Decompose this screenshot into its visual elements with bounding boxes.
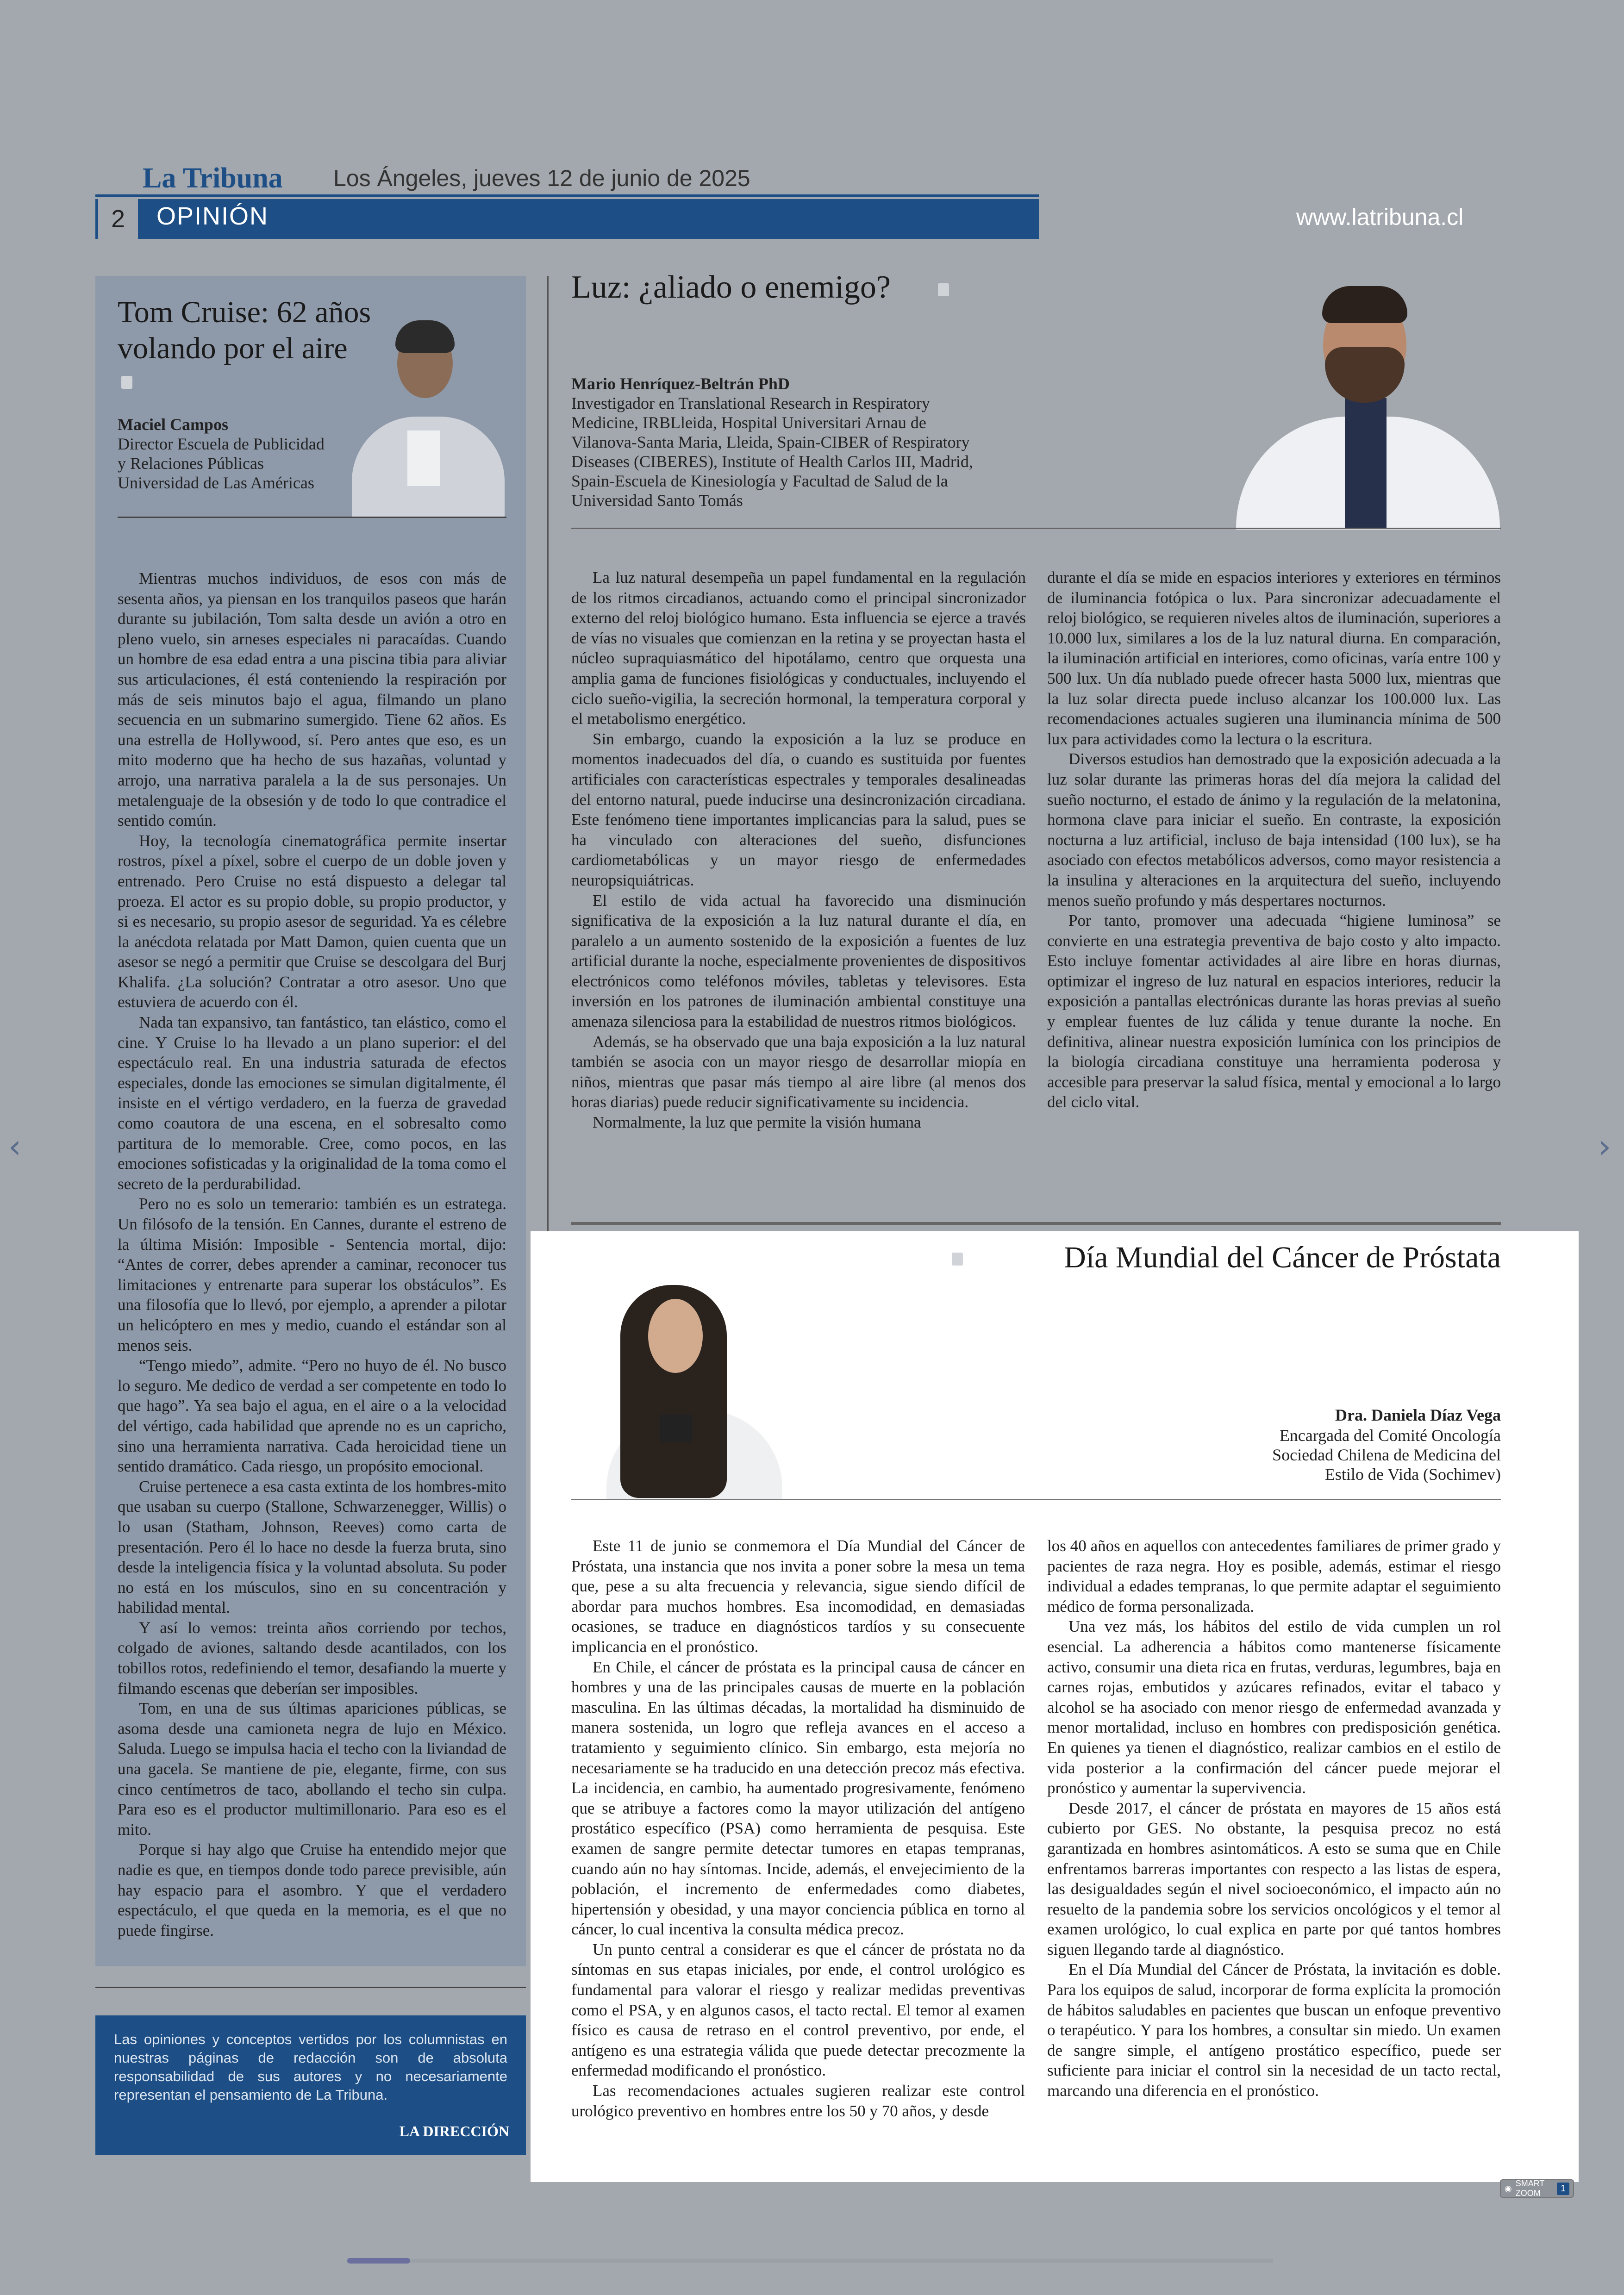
author-photo-mario bbox=[1227, 278, 1500, 530]
cancer-author-role-2: Sociedad Chilena de Medicina del bbox=[1272, 1446, 1501, 1464]
cancer-column-1 bbox=[571, 1536, 1025, 2121]
luz-article-title: Luz: ¿aliado o enemigo? bbox=[571, 269, 891, 305]
luz-author-role-1: Investigador en Translational Research in Respiratory bbox=[571, 394, 930, 412]
left-paragraph: Tom, en una de sus últimas apariciones públicas, se asoma desde una camioneta negra de lujo en México. Saluda. Luego se impulsa hacia el techo con la liviandad de una gacela. Se mantiene de pie, elegante, firme, con sus cinco centímetros de taco, abollando el techo sin culpa. Para eso es el productor multimillonario. Para eso es el mito. bbox=[118, 1699, 506, 1839]
left-byline-rule bbox=[118, 517, 506, 518]
author-photo-maciel bbox=[338, 296, 505, 518]
cancer-paragraph: Una vez más, los hábitos del estilo de vida cumplen un rol esencial. La adherencia a hábitos como mantenerse físicamente activo, consumir una dieta rica en frutas, verduras, legumbres, baja en carnes rojas, embutidos y azúcares refinados, evitar el tabaco y alcohol se ha asociado con menor riesgo de enfermedad avanzada y menor mortalidad, incluso en hombres con predisposición genética. En quienes ya tienen el diagnóstico, realizar cambios en el estilo de vida posterior a la confirmación del cáncer puede mejorar el pronóstico y aumentar la supervivencia. bbox=[1047, 1617, 1501, 1797]
page-scrollbar[interactable] bbox=[347, 2259, 1273, 2263]
cancer-author-role-3: Estilo de Vida (Sochimev) bbox=[1324, 1465, 1501, 1484]
luz-author-role-5: Spain-Escuela de Kinesiología y Facultad de Salud de la bbox=[571, 472, 948, 490]
header-rule bbox=[95, 194, 1039, 197]
luz-paragraph: Además, se ha observado que una baja exposición a la luz natural también se asocia con un mayor riesgo de desarrollar miopía en niños, mientras que pasar más tiempo al aire libre (al menos dos horas diarias) puede reducir significativamente su incidencia. bbox=[571, 1032, 1026, 1111]
left-paragraph: Cruise pertenece a esa casta extinta de los hombres-mito que usaban su cuerpo (Stallone, Schwarzenegger, Willis) o lo usan (Statham, Johnson, Reeves) como carta de presentación. Pero él lo hace no desde la fuerza bruta, sino desde la inteligencia física y la voluntad absoluta. Su poder no está en los músculos, sino en su concentración y habilidad mental. bbox=[118, 1477, 506, 1617]
left-author-name: Maciel Campos bbox=[118, 415, 228, 434]
scrollbar-thumb[interactable] bbox=[347, 2258, 410, 2264]
author-photo-daniela bbox=[579, 1257, 792, 1500]
left-article-title: Tom Cruise: 62 años volando por el aire bbox=[118, 295, 371, 365]
luz-paragraph: Sin embargo, cuando la exposición a la luz se produce en momentos inadecuados del día, o cuando es sustituida por fuentes artificiales con características espectrales y temporales desalineadas del entorno natural, puede inducirse una desincronización circadiana. Este fenómeno tiene importantes implicancias para la salud, pues se ha vinculado con alteraciones del sueño, disfunciones cardiometabólicas y un mayor riesgo de enfermedades neuropsiquiátricas. bbox=[571, 730, 1026, 889]
previous-page-icon[interactable]: ‹ bbox=[8, 1128, 21, 1166]
cancer-column-2 bbox=[1047, 1536, 1501, 2101]
section-title: OPINIÓN bbox=[156, 202, 269, 230]
disclaimer-box bbox=[95, 2015, 526, 2155]
luz-author-role-4: Diseases (CIBERES), Institute of Health Carlos III, Madrid, bbox=[571, 452, 973, 471]
left-article-body bbox=[118, 568, 506, 1940]
cancer-paragraph: Desde 2017, el cáncer de próstata en mayores de 15 años está cubierto por GES. No obstante, la pesquisa precoz no está garantizada en hombres asintomáticos. A esto se suma que en Chile enfrentamos barreras importantes con respecto a las listas de espera, las desigualdades según el nivel socioeconómico, el impacto aún no resuelto de la pandemia sobre los servicios oncológicos y el temor al examen urológico, lo cual explica en parte por qué tantos hombres siguen llegando tarde al diagnóstico. bbox=[1047, 1799, 1501, 1958]
left-paragraph: Pero no es solo un temerario: también es un estratega. Un filósofo de la tensión. En Cannes, durante el estreno de la última Misión: Imposible - Sentencia mortal, dijo: “Antes de correr, debes aprender a caminar, reconocer tus limitaciones y entrenarte para superar los obstáculos”. Es una filosofía que lo llevó, por ejemplo, a aprender a pilotar un helicóptero en mes y medio, cuando el estándar son al menos seis. bbox=[118, 1195, 506, 1354]
cancer-paragraph: En el Día Mundial del Cáncer de Próstata, la invitación es doble. Para los equipos de salud, incorporar de forma explícita la promoción de hábitos saludables en pacientes que buscan un enfoque preventivo o terapéutico. Y para los hombres, a consultar sin miedo. Un examen de sangre simple, el antígeno prostático específico, puede ser suficiente para iniciar el control sin la necesidad de un tacto rectal, marcando una diferencia en el pronóstico. bbox=[1047, 1960, 1501, 2100]
cancer-paragraph: Las recomendaciones actuales sugieren realizar este control urológico preventivo en hombres entre los 50 y 70 años, y desde bbox=[571, 2082, 1025, 2120]
dateline: Los Ángeles, jueves 12 de junio de 2025 bbox=[333, 165, 750, 191]
luz-paragraph: Normalmente, la luz que permite la visión humana bbox=[593, 1113, 921, 1132]
eye-icon: ◉ bbox=[1505, 2183, 1512, 2193]
cancer-paragraph: En Chile, el cáncer de próstata es la principal causa de cáncer en hombres y una de las principales causas de muerte en la población masculina. En las últimas décadas, la mortalidad ha disminuido de manera sostenida, un logro que refleja avances en el acceso a tratamiento y seguimiento clínico. Sin embargo, esta mejoría no necesariamente se ha traducido en una detección precoz más efectiva. La incidencia, en cambio, ha aumentado progresivamente, fenómeno que se atribuye a factores como la mayor utilización del antígeno prostático específico (PSA) como herramienta de pesquisa. Este examen de sangre permite detectar tumores en etapas tempranas, cuando aún no hay síntomas. Incide, además, el envejecimiento de la población, el incremento de enfermedades como diabetes, hipertensión y obesidad, y una mayor conciencia pública en torno al cáncer, lo cual incentiva la consulta médica precoz. bbox=[571, 1658, 1025, 1939]
luz-paragraph: Por tanto, promover una adecuada “higiene luminosa” se convierte en una estrategia preventiva de bajo costo y alto impacto. Esto incluye fomentar actividades al aire libre en horas diurnas, optimizar el ingreso de luz natural en espacios interiores, reducir la exposición a pantallas electrónicas durante las horas previas al sueño y emplear fuentes de luz cálida y tenue durante la noche. En definitiva, alinear nuestra exposición lumínica con los principios de la biología circadiana constituye una herramienta poderosa y accesible para preservar la salud física, mental y emocional a lo largo del ciclo vital. bbox=[1047, 911, 1501, 1111]
left-bottom-rule bbox=[95, 1987, 526, 1988]
left-paragraph: Porque si hay algo que Cruise ha entendido mejor que nadie es que, en tiempos donde todo parece previsible, aún hay espacio para el asombro. Y que el verdadero espectáculo, el que queda en la memoria, es el que no puede fingirse. bbox=[118, 1840, 506, 1940]
left-author-role-3: Universidad de Las Américas bbox=[118, 474, 314, 492]
cancer-paragraph: Este 11 de junio se conmemora el Día Mundial del Cáncer de Próstata, una instancia que nos invita a poner sobre la mesa un tema que, pese a su alta frecuencia y relevancia, sigue siendo difícil de abordar para muchos hombres. Esa incomodidad, en demasiadas ocasiones, se traduce en diagnósticos tardíos y su consecuente implicancia en el pronóstico. bbox=[571, 1537, 1025, 1656]
left-author-role-2: y Relaciones Públicas bbox=[118, 454, 264, 473]
smart-zoom-button[interactable] bbox=[1500, 2179, 1574, 2198]
luz-author-role-2: Medicine, IRBLleida, Hospital Universitari Arnau de bbox=[571, 413, 926, 432]
luz-paragraph: Diversos estudios han demostrado que la exposición adecuada a la luz solar durante las primeras horas del día mejora la calidad del sueño nocturno, el estado de ánimo y la regulación de la melatonina, hormona clave para iniciar el sueño. En contraste, la exposición nocturna a luz artificial, incluso de baja intensidad (100 lux), se ha asociado con efectos metabólicos adversos, como mayor resistencia a la insulina y alteraciones en la arquitectura del sueño, incluyendo menos sueño profundo y más despertares nocturnos. bbox=[1047, 750, 1501, 910]
left-paragraph: “Tengo miedo”, admite. “Pero no huyo de él. No busco lo seguro. Me dedico de verdad a ser competente en todo lo que hago”. Ya sea bajo el agua, en el aire o a la velocidad del vértigo, cada habilidad que aprende no es un capricho, sino una herramienta narrativa. Cada heroicidad tiene un sentido dramático. Cada riesgo, un propósito emocional. bbox=[118, 1356, 506, 1476]
smart-zoom-label: SMART ZOOM bbox=[1515, 2179, 1545, 2198]
next-page-icon[interactable]: › bbox=[1598, 1128, 1611, 1166]
left-paragraph: Hoy, la tecnología cinematográfica permite insertar rostros, píxel a píxel, sobre el cuerpo de un doble joven y entrenado. Pero Cruise no está dispuesto a delegar tal proeza. El actor es su propio doble, su propio productor, y si es necesario, su propio asesor de seguridad. Ya es célebre la anécdota relatada por Matt Damon, quien cuenta que un asesor se negó a permitir que Cruise se descolgara del Burj Khalifa. ¿La solución? Contratar a otro asesor. Uno que estuviera de acuerdo con él. bbox=[118, 831, 506, 1011]
luz-author-name: Mario Henríquez-Beltrán PhD bbox=[571, 374, 790, 393]
luz-paragraph: durante el día se mide en espacios interiores y exteriores en términos de iluminancia fotópica o lux. Para sincronizar adecuadamente el reloj biológico, se requieren niveles altos de iluminación, superiores a 10.000 lux, similares a los de la luz natural diurna. En comparación, la iluminación artificial en interiores, como oficinas, varía entre 100 y 500 lux. Un día nublado puede ofrecer hasta 5000 lux, mientras que la luz solar directa puede incluso alcanzar los 100.000 lux. Las recomendaciones actuales sugieren una iluminancia mínima de 500 lux para actividades como la lectura o la escritura. bbox=[1047, 568, 1501, 748]
luz-column-2 bbox=[1047, 568, 1501, 1112]
luz-bottom-rule bbox=[571, 1222, 1501, 1225]
left-paragraph: Mientras muchos individuos, de esos con más de sesenta años, ya piensan en los tranquilos paseos que harán durante su jubilación, Tom salta desde un avión a otro en pleno vuelo, sin arneses especiales ni paracaídas. Cuando un hombre de esa edad entra a una piscina tibia para aliviar sus articulaciones, él está conteniendo la respiración por más de seis minutos bajo el agua, filmando un plano secuencia en un submarino sumergido. Tiene 62 años. Es una estrella de Hollywood, sí. Pero antes que eso, es un mito moderno que ha hecho de sus hazañas, voluntad y arrojo, una narrativa paralela a la de sus personajes. Un metalenguaje de la obsesión y de todo lo que contradice el sentido común. bbox=[118, 569, 506, 830]
cancer-article-title: Día Mundial del Cáncer de Próstata bbox=[1064, 1241, 1501, 1274]
cancer-author-role-1: Encargada del Comité Oncología bbox=[1279, 1426, 1501, 1445]
left-paragraph: Nada tan expansivo, tan fantástico, tan elástico, como el cine. Y Cruise lo ha llevado a un plano superior: el del espectáculo real. En una industria saturada de efectos especiales, donde las emociones se simulan digitalmente, él insiste en el vértigo verdadero, en la fuerza de gravedad como coautora de una escena, en el sobresalto como partitura de lo memorable. Cree, como pocos, en las emociones sofisticadas y la originalidad de la toma como el secreto de la perdurabilidad. bbox=[118, 1013, 506, 1193]
note-icon[interactable] bbox=[121, 376, 132, 389]
left-paragraph: Y así lo vemos: treinta años corriendo por techos, colgado de aviones, saltando desde acantilados, con los tobillos rotos, redefiniendo el temor, desafiando la muerte y filmando escenas que deberían ser imposibles. bbox=[118, 1618, 506, 1697]
luz-byline-rule bbox=[571, 528, 1501, 529]
cancer-paragraph: los 40 años en aquellos con antecedentes familiares de primer grado y pacientes de raza negra. Hoy es posible, además, estimar el riesgo individual a edades tempranas, lo que permite adaptar el seguimiento médico de forma personalizada. bbox=[1047, 1537, 1501, 1615]
note-icon[interactable] bbox=[952, 1253, 963, 1266]
note-icon[interactable] bbox=[938, 283, 949, 296]
cancer-author-name: Dra. Daniela Díaz Vega bbox=[1335, 1406, 1501, 1424]
masthead: La Tribuna bbox=[143, 162, 283, 194]
luz-author-role-3: Vilanova-Santa Maria, Lleida, Spain-CIBER of Respiratory bbox=[571, 433, 970, 451]
website-link[interactable]: www.latribuna.cl bbox=[1296, 204, 1464, 230]
disclaimer-signature: LA DIRECCIÓN bbox=[399, 2123, 509, 2139]
luz-paragraph: El estilo de vida actual ha favorecido una disminución significativa de la exposición a la luz natural durante el día, en paralelo a un aumento sostenido de la exposición a fuentes de luz artificial durante la noche, especialmente provenientes de dispositivos electrónicos como teléfonos móviles, tabletas y televisores. Esta inversión en los patrones de iluminación ambiental constituye una amenaza silenciosa para la estabilidad de nuestros ritmos biológicos. bbox=[571, 891, 1026, 1031]
page-number: 2 bbox=[95, 199, 138, 239]
left-author-role-1: Director Escuela de Publicidad bbox=[118, 435, 325, 453]
luz-paragraph: La luz natural desempeña un papel fundamental en la regulación de los ritmos circadianos, actuando como el principal sincronizador externo del reloj biológico humano. Esta influencia se ejerce a través de vías no visuales que comienzan en la retina y se proyectan hasta el núcleo supraquiasmático del hipotálamo, centro que orquesta una amplia gama de funciones fisiológicas y conductuales, incluyendo el ciclo sueño-vigilia, la secreción hormonal, la temperatura corporal y el metabolismo energético. bbox=[571, 568, 1026, 728]
luz-author-role-6: Universidad Santo Tomás bbox=[571, 491, 743, 510]
zoom-page-badge: 1 bbox=[1557, 2183, 1569, 2195]
cancer-paragraph: Un punto central a considerar es que el cáncer de próstata no da síntomas en sus etapas iniciales, por ende, el control urológico es fundamental para valorar el riesgo y realizar medidas preventivas como el PSA, y en algunos casos, el tacto rectal. El temor al examen físico es causa de retraso en el control preventivo, por ende, el antígeno es una estrategia válida que puede detectar precozmente la enfermedad modificando el pronóstico. bbox=[571, 1940, 1025, 2080]
disclaimer-text: Las opiniones y conceptos vertidos por los columnistas en nuestras páginas de redacción son de absoluta responsabilidad de sus autores y no necesariamente representan el pensamiento de La Tribuna. bbox=[114, 2031, 507, 2103]
cancer-byline-rule bbox=[571, 1499, 1501, 1500]
luz-column-1 bbox=[571, 568, 1026, 1133]
